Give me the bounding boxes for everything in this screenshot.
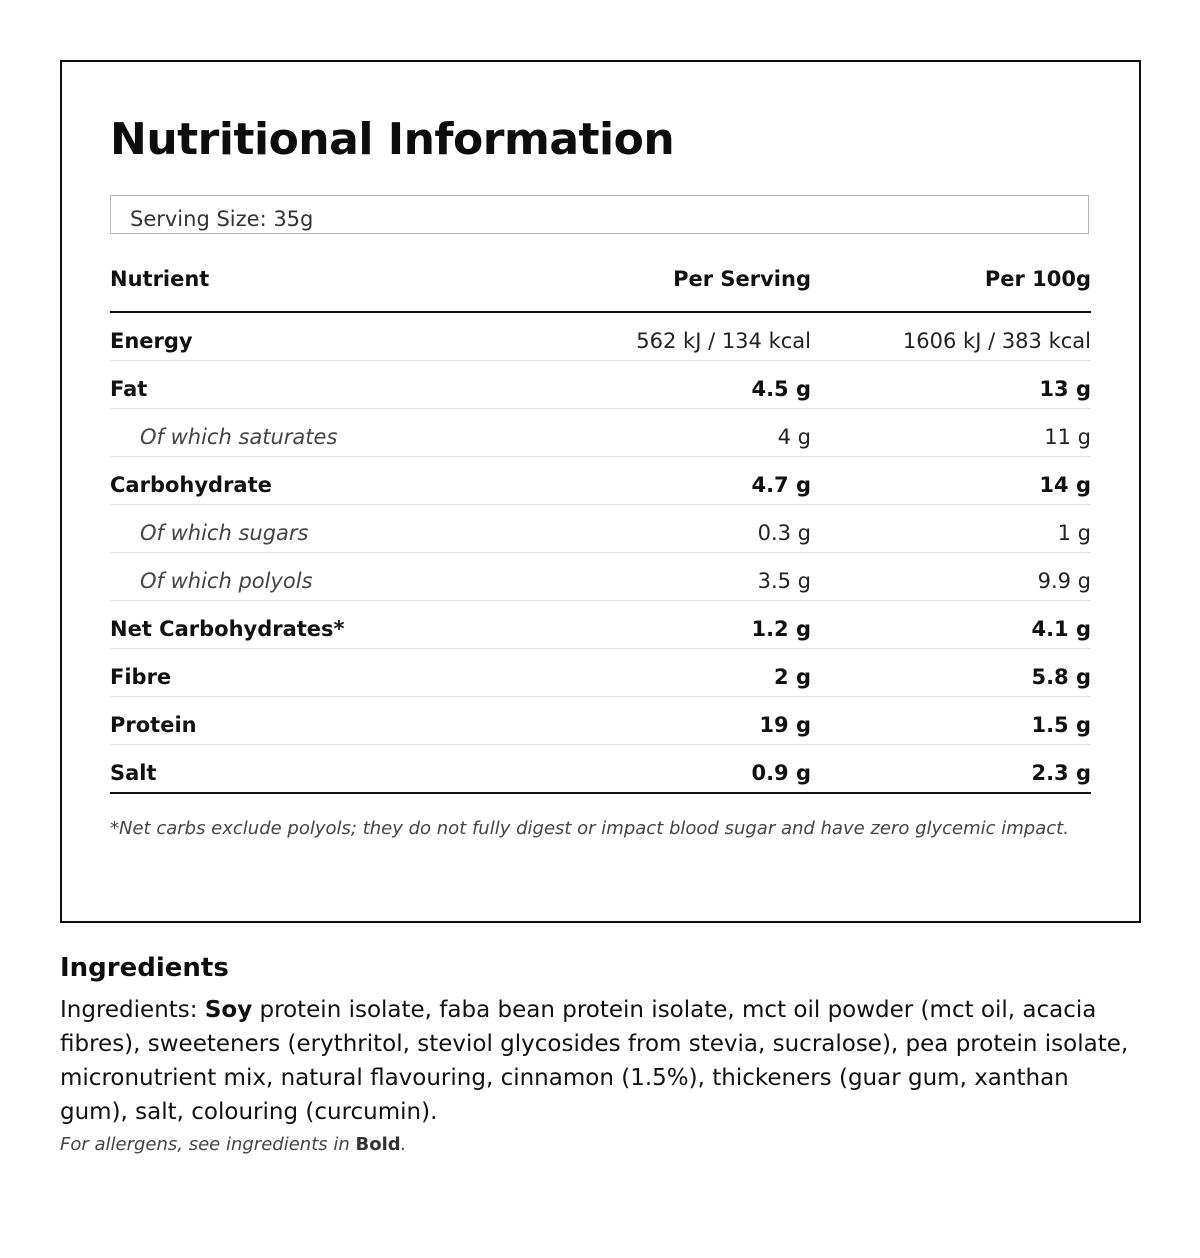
- table-row: [110, 745, 1091, 794]
- nutrient-name: Net Carbohydrates*: [110, 617, 345, 641]
- ingredients-heading: Ingredients: [60, 953, 229, 983]
- per-serving-value: 4.7 g: [751, 473, 811, 497]
- table-header: [110, 257, 1091, 313]
- net-carbs-footnote: *Net carbs exclude polyols; they do not fully digest or impact blood sugar and have zero glycemic impact.: [110, 818, 1069, 839]
- per-serving-value: 4.5 g: [751, 377, 811, 401]
- per-100g-value: 11 g: [1044, 425, 1091, 449]
- per-100g-value: 4.1 g: [1031, 617, 1091, 641]
- per-100g-value: 5.8 g: [1031, 665, 1091, 689]
- per-serving-value: 0.3 g: [757, 521, 811, 545]
- allergen-note: [60, 1134, 406, 1155]
- page-title: Nutritional Information: [110, 114, 675, 165]
- per-serving-value: 4 g: [777, 425, 811, 449]
- nutrition-panel: [60, 60, 1141, 923]
- ingredients-prefix: Ingredients:: [60, 997, 205, 1023]
- allergen-note-suffix: .: [400, 1134, 407, 1155]
- ingredients-text: [60, 993, 1140, 1129]
- allergen-note-bold: Bold: [355, 1134, 401, 1155]
- table-row: [110, 361, 1091, 409]
- header-nutrient: Nutrient: [110, 267, 210, 291]
- per-serving-value: 2 g: [774, 665, 811, 689]
- nutrient-name: Fat: [110, 377, 148, 401]
- per-serving-value: 562 kJ / 134 kcal: [636, 329, 811, 353]
- serving-size-box: Serving Size: 35g: [110, 195, 1089, 234]
- per-100g-value: 9.9 g: [1037, 569, 1091, 593]
- table-row: [110, 601, 1091, 649]
- table-row: [110, 697, 1091, 745]
- per-100g-value: 1 g: [1057, 521, 1091, 545]
- table-row: [110, 649, 1091, 697]
- per-100g-value: 1.5 g: [1031, 713, 1091, 737]
- nutrient-name: Of which saturates: [140, 425, 338, 449]
- table-row: [110, 505, 1091, 553]
- table-row: [110, 553, 1091, 601]
- table-row: [110, 313, 1091, 361]
- table-row: [110, 457, 1091, 505]
- per-100g-value: 14 g: [1039, 473, 1091, 497]
- allergen-note-prefix: For allergens, see ingredients in: [60, 1134, 356, 1155]
- nutrient-name: Carbohydrate: [110, 473, 272, 497]
- table-row: [110, 409, 1091, 457]
- per-serving-value: 19 g: [759, 713, 811, 737]
- nutrient-name: Fibre: [110, 665, 172, 689]
- nutrition-table: [110, 257, 1091, 794]
- nutrient-name: Of which sugars: [140, 521, 309, 545]
- nutrient-name: Of which polyols: [140, 569, 313, 593]
- per-100g-value: 13 g: [1039, 377, 1091, 401]
- nutrient-name: Salt: [110, 761, 157, 785]
- per-serving-value: 3.5 g: [757, 569, 811, 593]
- header-per-100g: Per 100g: [984, 267, 1091, 291]
- ingredients-list: protein isolate, faba bean protein isolate, mct oil powder (mct oil, acacia fibres), sweeteners (erythritol, steviol glycosides from stevia, sucralose), pea protein isolate, micronutrient mix, natural flavouring, cinnamon (1.5%), thickeners (guar gum, xanthan gum), salt, colouring (curcumin).: [60, 997, 1129, 1125]
- per-100g-value: 1606 kJ / 383 kcal: [902, 329, 1091, 353]
- nutrient-name: Energy: [110, 329, 193, 353]
- allergen-soy: Soy: [204, 997, 253, 1023]
- header-per-serving: Per Serving: [673, 267, 811, 291]
- per-100g-value: 2.3 g: [1031, 761, 1091, 785]
- nutrient-name: Protein: [110, 713, 197, 737]
- per-serving-value: 1.2 g: [751, 617, 811, 641]
- per-serving-value: 0.9 g: [751, 761, 811, 785]
